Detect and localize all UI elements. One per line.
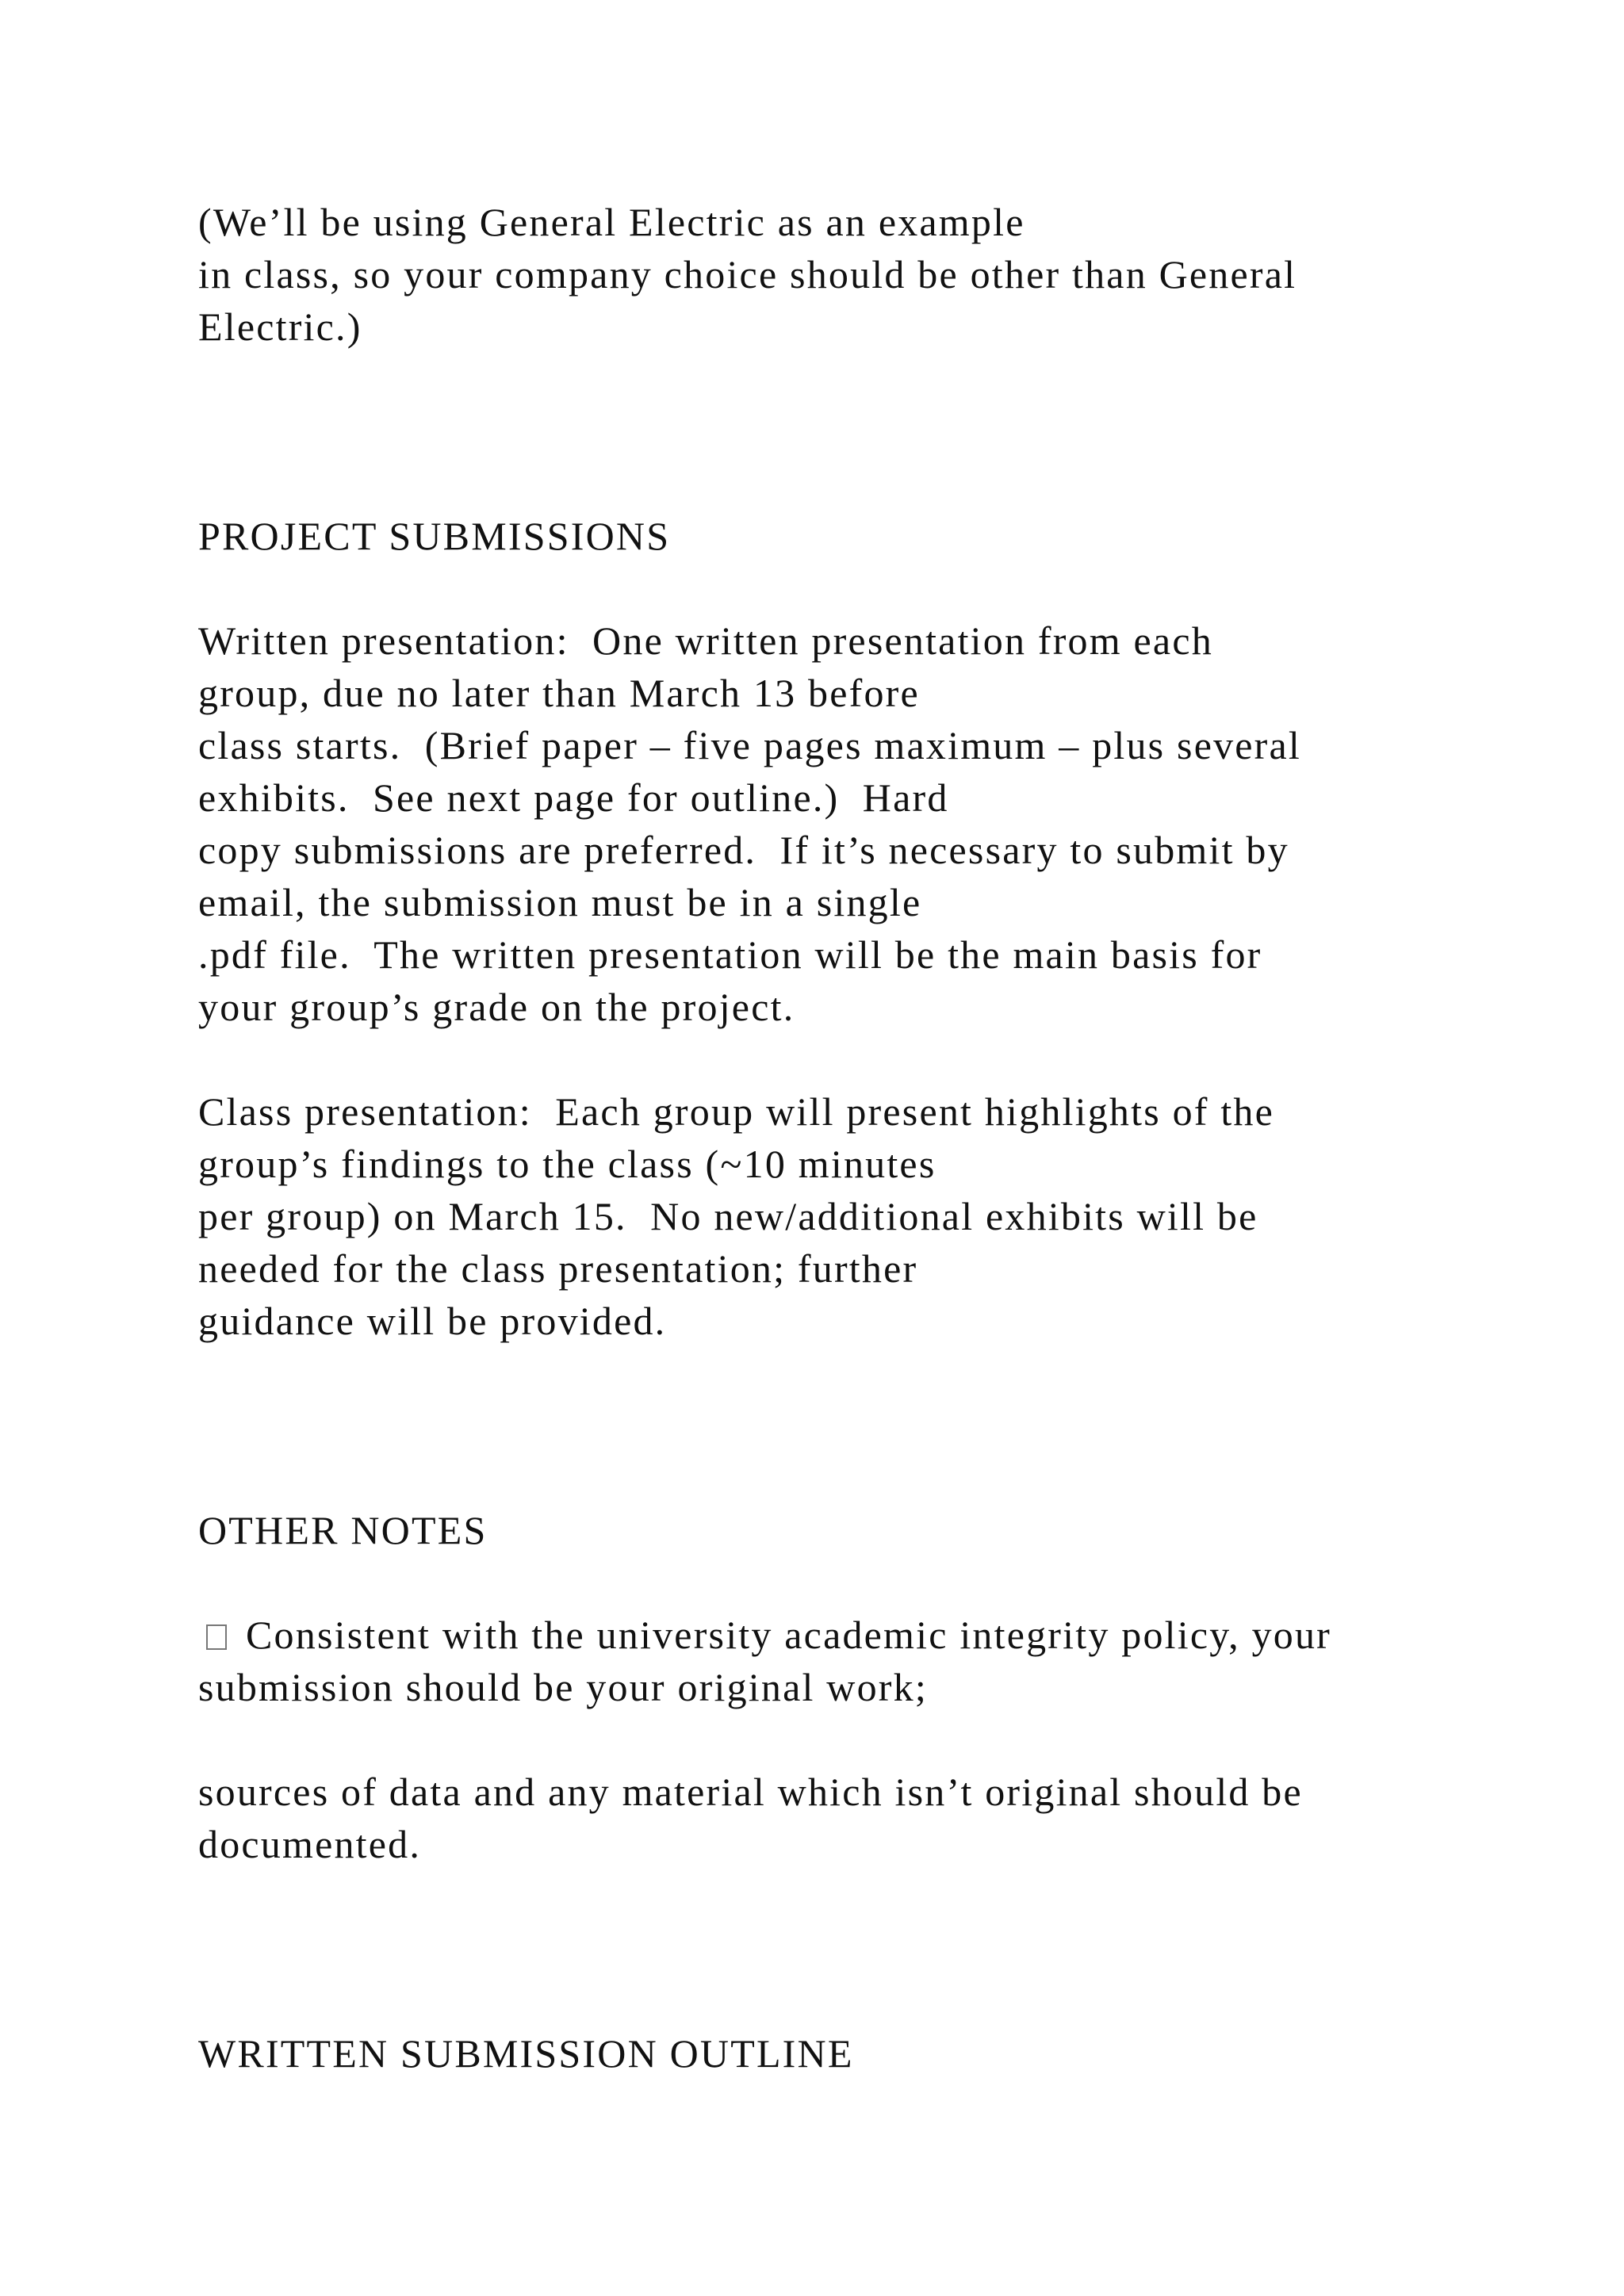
intro-line-1: (We’ll be using General Electric as an example	[198, 200, 1025, 244]
class-line-5: guidance will be provided.	[198, 1299, 667, 1343]
written-line-8: your group’s grade on the project.	[198, 985, 795, 1029]
written-line-3: class starts. (Brief paper – five pages maximum – plus several	[198, 723, 1302, 767]
project-submissions-heading: PROJECT SUBMISSIONS	[198, 514, 671, 558]
bullet-text-1: Consistent with the university academic integrity policy, your	[246, 1613, 1332, 1657]
written-line-1: Written presentation: One written presentation from each	[198, 618, 1213, 663]
written-line-2: group, due no later than March 13 before	[198, 671, 920, 715]
written-line-4: exhibits. See next page for outline.) Hard	[198, 775, 949, 820]
intro-line-2: in class, so your company choice should be other than General	[198, 252, 1297, 297]
continuation-line-1: sources of data and any material which isn’t original should be	[198, 1770, 1303, 1814]
written-line-5: copy submissions are preferred. If it’s necessary to submit by	[198, 828, 1289, 872]
written-line-7: .pdf file. The written presentation will be the main basis for	[198, 932, 1262, 977]
missing-glyph-box-icon	[206, 1624, 227, 1650]
class-line-2: group’s findings to the class (~10 minutes	[198, 1142, 936, 1186]
class-line-3: per group) on March 15. No new/additional exhibits will be	[198, 1194, 1258, 1238]
class-line-4: needed for the class presentation; further	[198, 1246, 918, 1291]
bullet-line-1	[198, 1609, 1331, 1661]
other-notes-heading: OTHER NOTES	[198, 1508, 488, 1552]
written-line-6: email, the submission must be in a single	[198, 880, 922, 924]
outline-heading: WRITTEN SUBMISSION OUTLINE	[198, 2031, 854, 2076]
continuation-line-2: documented.	[198, 1822, 422, 1866]
class-line-1: Class presentation: Each group will present highlights of the	[198, 1089, 1275, 1134]
intro-line-3: Electric.)	[198, 304, 362, 349]
bullet-line-2: submission should be your original work;	[198, 1665, 928, 1709]
